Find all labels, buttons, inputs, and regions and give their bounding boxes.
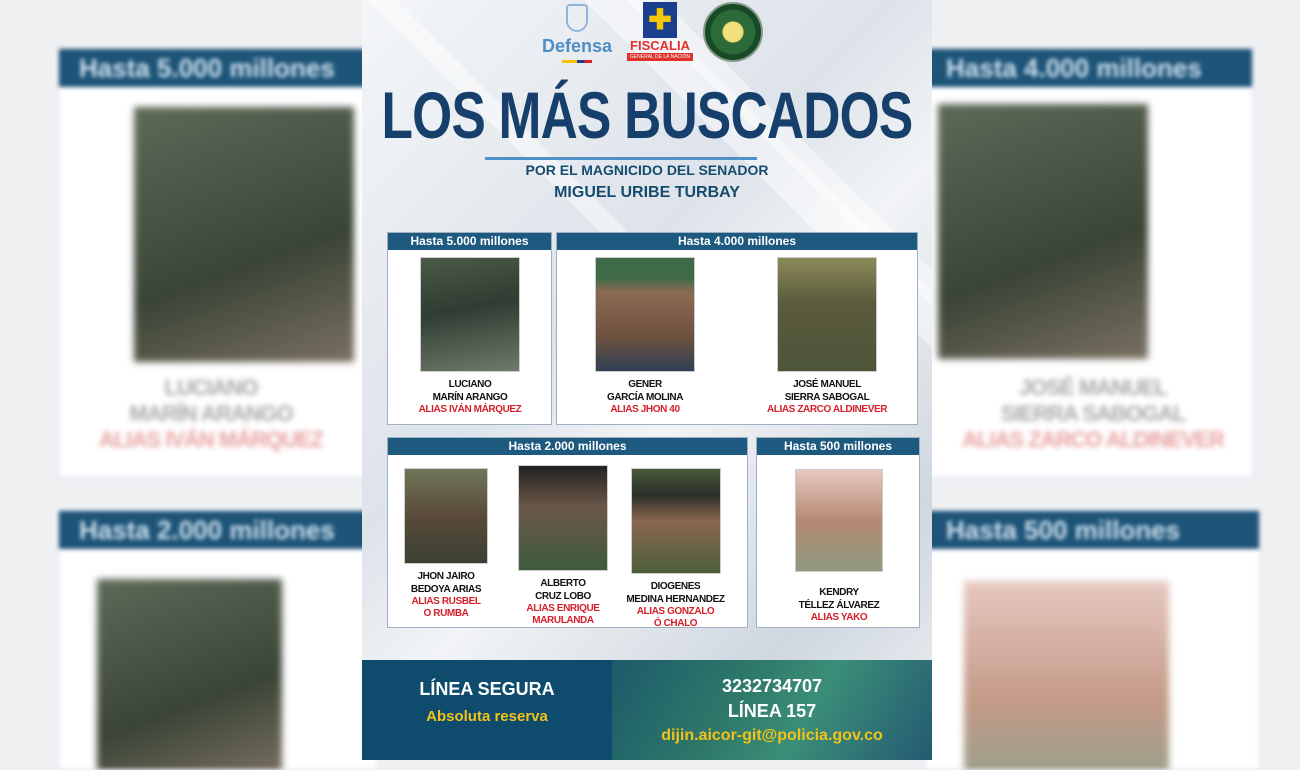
contact-footer — [362, 660, 932, 760]
background-photo — [938, 104, 1148, 359]
background-card-left-bottom — [58, 510, 378, 770]
person-photo — [404, 468, 488, 564]
person-surname: BEDOYA ARIAS — [410, 584, 482, 595]
defensa-logo — [537, 2, 617, 63]
wanted-person — [603, 468, 748, 630]
person-alias-2: Ó CHALO — [653, 618, 698, 629]
senator-name: MIGUEL URIBE TURBAY — [554, 184, 740, 201]
person-name: DIOGENES — [650, 581, 701, 592]
person-alias: ALIAS JHON 40 — [610, 404, 680, 415]
reward-group-5000 — [387, 232, 552, 425]
police-seal-icon — [703, 2, 763, 62]
flag-icon — [562, 60, 592, 63]
background-reward-header: Hasta 2.000 millones — [59, 511, 377, 549]
defensa-label: Defensa — [541, 36, 613, 56]
divider — [485, 157, 757, 160]
person-alias: ALIAS YAKO — [810, 612, 868, 623]
secure-line-title: LÍNEA SEGURA — [419, 679, 555, 699]
background-reward-header: Hasta 4.000 millones — [926, 49, 1252, 87]
reserve-note: Absoluta reserva — [426, 708, 548, 725]
person-alias: ALIAS ENRIQUE — [526, 603, 600, 614]
person-photo — [777, 257, 877, 372]
reward-header: Hasta 2.000 millones — [388, 438, 747, 455]
person-name: KENDRY — [819, 587, 859, 598]
bg-name1: JOSÉ MANUEL — [1019, 375, 1167, 400]
phone-number[interactable]: 3232734707 — [721, 676, 823, 696]
person-alias-2: MARULANDA — [532, 615, 594, 626]
reward-group-500 — [756, 437, 920, 628]
reward-header: Hasta 500 millones — [757, 438, 919, 455]
person-surname: SIERRA SABOGAL — [784, 392, 870, 403]
reward-group-4000 — [556, 232, 918, 425]
hotline-157[interactable]: LÍNEA 157 — [727, 701, 817, 721]
subtitle: POR EL MAGNICIDO DEL SENADOR — [525, 162, 769, 178]
person-photo — [420, 257, 520, 372]
puzzle-icon: ✚ — [643, 2, 677, 38]
person-alias: ALIAS RUSBEL — [411, 596, 481, 607]
wanted-person — [570, 257, 720, 416]
wanted-person — [395, 257, 545, 416]
background-card-right-top — [925, 48, 1253, 478]
bg-alias: ALIAS ZARCO ALDINEVER — [962, 427, 1224, 452]
wanted-person — [764, 469, 914, 624]
background-card-right-bottom — [925, 510, 1260, 770]
person-photo — [518, 465, 608, 571]
person-photo — [631, 468, 721, 574]
fiscalia-logo — [627, 2, 693, 61]
wanted-poster — [362, 0, 932, 760]
bg-name1: LUCIANO — [164, 375, 258, 400]
bg-alias: ALIAS IVÁN MÁRQUEZ — [99, 427, 323, 452]
bg-name2: MARÍN ARANGO — [129, 401, 293, 426]
person-name: ALBERTO — [540, 578, 586, 589]
person-name: GENER — [628, 379, 662, 390]
background-name — [940, 375, 1246, 453]
person-alias-2: O RUMBA — [423, 608, 469, 619]
background-photo — [97, 579, 282, 770]
background-photo — [134, 107, 354, 362]
person-surname: TÉLLEZ ÁLVAREZ — [798, 600, 880, 611]
fiscalia-sub: GENERAL DE LA NACIÓN — [627, 53, 693, 61]
person-surname: GARCÍA MOLINA — [606, 392, 684, 403]
fiscalia-label: FISCALIA — [630, 38, 690, 53]
person-name: LUCIANO — [448, 379, 492, 390]
person-alias: ALIAS ZARCO ALDINEVER — [766, 404, 888, 415]
person-surname: MEDINA HERNANDEZ — [626, 594, 725, 605]
background-reward-header: Hasta 500 millones — [926, 511, 1259, 549]
person-name: JHON JAIRO — [417, 571, 475, 582]
reward-header: Hasta 4.000 millones — [557, 233, 917, 250]
logos — [537, 2, 763, 63]
page-title: LOS MÁS BUSCADOS — [381, 78, 913, 152]
person-alias: ALIAS IVÁN MÁRQUEZ — [418, 404, 522, 415]
background-card-left-top — [58, 48, 378, 478]
person-surname: CRUZ LOBO — [535, 591, 591, 602]
background-name — [63, 375, 359, 453]
person-photo — [595, 257, 695, 372]
contact-email[interactable]: dijin.aicor-git@policia.gov.co — [661, 727, 883, 744]
person-photo — [795, 469, 883, 572]
shield-icon — [566, 4, 588, 32]
reward-header: Hasta 5.000 millones — [388, 233, 551, 250]
person-name: JOSÉ MANUEL — [793, 379, 861, 390]
background-photo — [964, 581, 1169, 770]
reward-group-2000 — [387, 437, 748, 628]
background-reward-header: Hasta 5.000 millones — [59, 49, 377, 87]
wanted-person — [747, 257, 907, 416]
person-surname: MARÍN ARANGO — [432, 392, 508, 403]
bg-name2: SIERRA SABOGAL — [1000, 401, 1186, 426]
person-alias: ALIAS GONZALO — [636, 606, 715, 617]
